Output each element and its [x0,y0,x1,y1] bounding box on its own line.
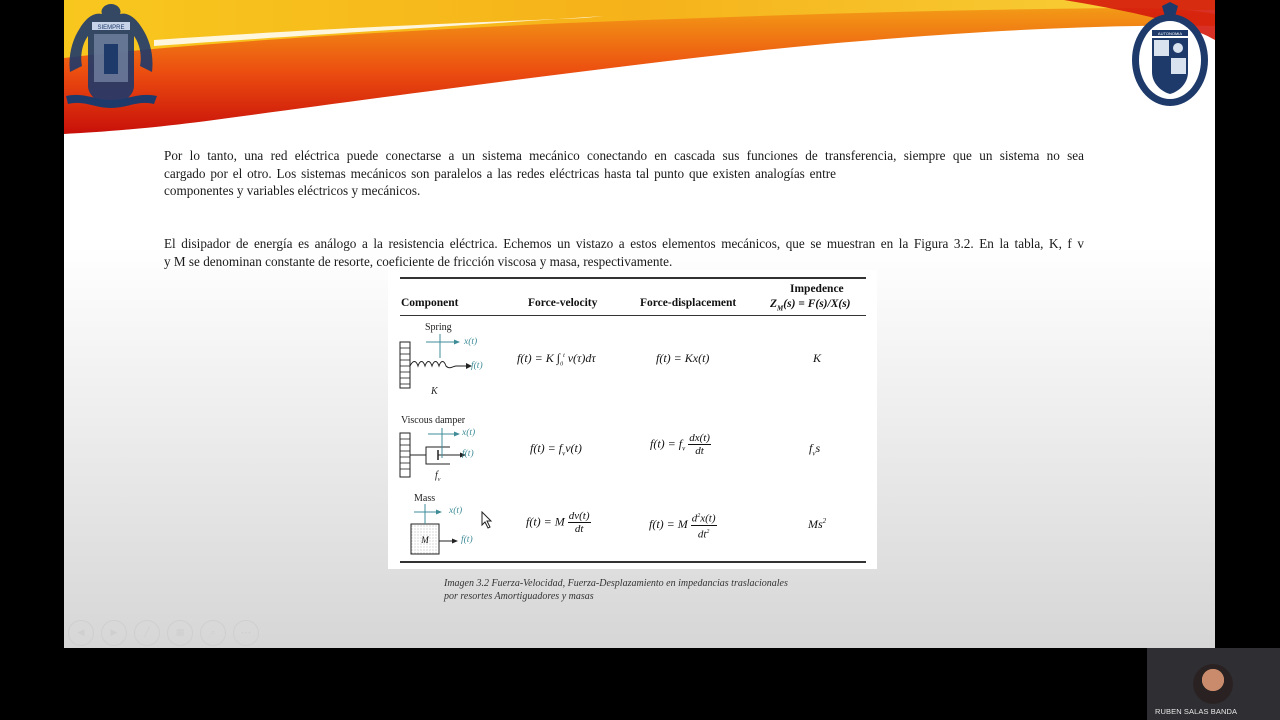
damper-label: Viscous damper [401,415,466,426]
mouse-cursor-icon [481,511,493,529]
svg-text:AUTONOMIA: AUTONOMIA [1157,31,1183,36]
spring-force-velocity: f(t) = K $\int_0^t$ v(τ)dτ [517,351,596,368]
magnifier-icon: ⌕ [210,628,216,638]
spring-impedance: K [813,351,822,365]
header-impedance: Impedence [790,283,844,295]
university-crest-logo-right [1128,2,1212,110]
header-impedance-formula: $Z_M(s) = F(s)/X(s)$ [770,298,851,313]
mass-label: Mass [414,493,436,504]
header-force-velocity: Force-velocity [528,297,598,309]
chevron-left-icon: ◀ [77,628,85,638]
header-component: Component [401,297,459,309]
table-header-rule [400,315,866,316]
paragraph-line: y M se denominan constante de resorte, coeficiente de fricción viscosa y masa, respectivamente. [164,253,673,269]
mass-x-label: x(t) [449,506,463,516]
svg-text:SIEMPRE: SIEMPRE [97,25,125,31]
zoom-button[interactable] [200,620,226,646]
intro-paragraph [164,147,1084,200]
damper-x-label: x(t) [462,428,476,438]
mass-impedance: Ms$^2$ [808,517,827,531]
mass-force-velocity: f(t) = M $\frac{dv(t)}{dt}$ [526,510,590,535]
spring-label: Spring [425,322,452,333]
participant-avatar [1193,664,1233,704]
previous-slide-button[interactable] [68,620,94,646]
paragraph-line: componentes y variables eléctricos y mecánicos. [164,183,421,198]
table-bottom-rule [400,561,866,563]
university-crest-logo-left [64,0,159,110]
spring-x-label: x(t) [464,337,478,347]
mass-f-label: f(t) [461,535,473,545]
spring-symbol: K [431,386,438,397]
damper-f-label: f(t) [462,449,474,459]
participant-video-tile[interactable] [1147,648,1280,720]
caption-line: por resortes Amortiguadores y masas [444,590,594,602]
slides-grid-button[interactable] [167,620,193,646]
damper-force-displacement: $f(t) = f_v$ $\frac{dx(t)}{dt}$ [650,432,710,457]
participant-name: RUBEN SALAS BANDA [1155,707,1238,716]
damper-force-velocity: $f(t) = f_vv(t)$ [530,441,582,458]
header-force-displacement: Force-displacement [640,297,737,309]
paragraph-line: El disipador de energía es análogo a la resistencia eléctrica. Echemos un vistazo a estos elementos mecánicos, que se muestran en la Figura 3.2. En la tabla, K, f v [164,236,1084,251]
more-options-button[interactable] [233,620,259,646]
header-banner [64,0,1215,140]
table-top-rule [400,277,866,279]
pen-icon: ╱ [144,628,150,638]
next-slide-button[interactable] [101,620,127,646]
damper-impedance: $f_vs$ [809,441,821,458]
paragraph-line: Por lo tanto, una red eléctrica puede conectarse a un sistema mecánico conectando en cascada sus funciones de transferencia, siempre que un sistema no sea [164,148,1084,163]
damper-symbol: $f_v$ [435,470,441,483]
dissipator-paragraph [164,235,1084,270]
spring-f-label: f(t) [471,361,483,371]
presentation-slide [64,0,1215,648]
mechanical-elements-table-figure [388,270,877,569]
svg-text:M: M [421,535,429,545]
spring-force-displacement: f(t) = Kx(t) [656,351,710,365]
paragraph-line: cargado por el otro. Los sistemas mecánicos son paralelos a las redes eléctricas hasta tal punto que existen analogías entre [164,165,836,181]
ellipsis-icon: ••• [240,629,252,637]
grid-icon: ▦ [175,628,185,638]
chevron-right-icon: ▶ [110,628,118,638]
pen-tool-button[interactable] [134,620,160,646]
figure-caption [444,578,844,603]
caption-line: Imagen 3.2 Fuerza-Velocidad, Fuerza-Desplazamiento en impedancias traslacionales [444,578,788,589]
slideshow-controls [68,620,259,646]
mass-diagram [408,504,488,560]
mass-force-displacement: f(t) = M $\frac{d^2x(t)}{dt^2}$ [649,510,717,540]
